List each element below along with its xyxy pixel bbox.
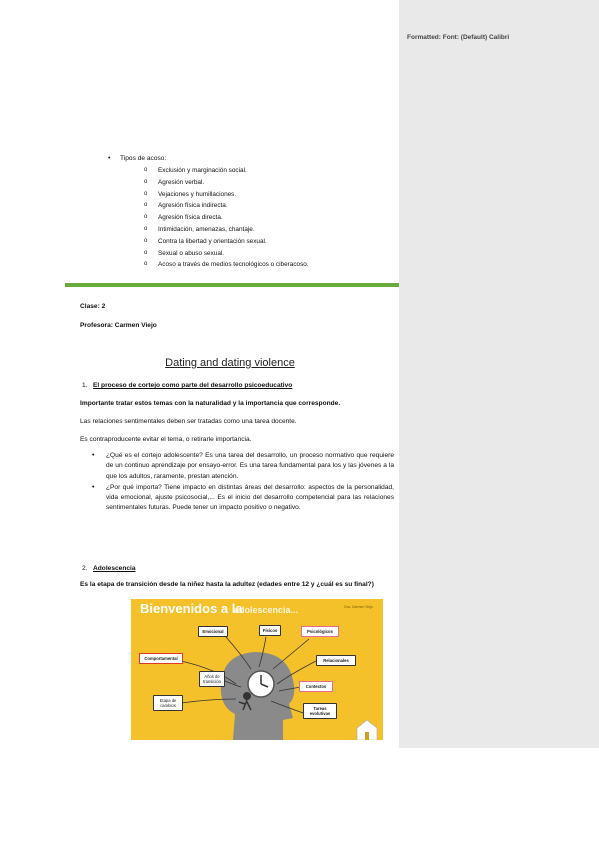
- building-icon: [353, 716, 381, 740]
- section-2-title: Adolescencia: [93, 565, 136, 572]
- tipos-acoso-list: [108, 155, 309, 271]
- infographic-subtitle: adolescencia...: [234, 605, 299, 615]
- list-item: • ¿Qué es el cortejo adolescente? Es una tarea del desarrollo, un proceso normativo que requiere de un continuo aprendizaje por ensayo-error. Es una tarea fundamental para los y las jóvenes a la que los adultos, raramente, prestan atención.: [92, 451, 394, 482]
- list-item: o Contra la libertad y orientación sexual.: [144, 236, 309, 248]
- tipos-acoso-sublist: [120, 165, 309, 271]
- section-1-number: 1.: [82, 382, 88, 389]
- list-item: o Agresión verbal.: [144, 177, 309, 189]
- list-item: • ¿Por qué importa? Tiene impacto en distintas áreas del desarrollo: aspectos de la personalidad, vida emocional, ajuste psicosocial,... Es el inicio del desarrollo competencial para las relaciones sentimentales futuras. Puede tener un impacto positivo o negativo.: [92, 483, 394, 514]
- tipos-acoso-label: Tipos de acoso:: [120, 155, 167, 162]
- comment-pane-title: Formatted: Font: (Default) Calibri: [407, 34, 510, 41]
- clase-label: Clase: 2: [80, 303, 106, 310]
- section-1-bullets: [92, 451, 394, 514]
- adolescencia-infographic: [131, 599, 383, 740]
- section-2-heading: [82, 565, 136, 573]
- list-item: o Agresión física directa.: [144, 212, 309, 224]
- list-item: o Acoso a través de medios tecnológicos o ciberacoso.: [144, 259, 309, 271]
- fisicos-box: Físicos: [259, 625, 281, 636]
- connector-lines: [131, 599, 383, 740]
- paragraph: Es la etapa de transición desde la niñez hasta la adultez (edades entre 12 y ¿cuál es su final?): [80, 581, 374, 588]
- profesora-label: Profesora: Carmen Viejo: [80, 322, 157, 329]
- section-1-title: El proceso de cortejo como parte del desarrollo psicoeducativo: [93, 382, 293, 389]
- tipos-acoso-item: [108, 155, 309, 271]
- page-title: Dating and dating violence: [165, 357, 295, 369]
- emocional-box: Emocional: [198, 626, 228, 637]
- paragraph: Las relaciones sentimentales deben ser tratadas como una tarea docente.: [80, 418, 297, 425]
- infographic-author: Dra. Carmen Viejo: [344, 605, 373, 609]
- paragraph: Importante tratar estos temas con la naturalidad y la importancia que corresponde.: [80, 400, 341, 407]
- list-item: o Agresión física indirecta.: [144, 200, 309, 212]
- list-item: o Intimidación, amenazas, chantaje.: [144, 224, 309, 236]
- psicologicos-box: Psicológicos: [301, 626, 339, 637]
- section-1-heading: [82, 382, 292, 390]
- comment-pane: [399, 0, 599, 748]
- paragraph: Es contraproducente evitar el tema, o retirarle importancia.: [80, 436, 252, 443]
- infographic-title: Bienvenidos a la: [140, 601, 243, 616]
- list-item: o Exclusión y marginación social.: [144, 165, 309, 177]
- list-item: o Vejaciones y humillaciones.: [144, 189, 309, 201]
- tareas-evolutivas-box: Tareas evolutivas: [303, 703, 337, 719]
- contextos-box: Contextos: [299, 681, 333, 692]
- bottom-area: [399, 748, 599, 848]
- section-2-number: 2.: [82, 565, 88, 572]
- list-item: o Sexual o abuso sexual.: [144, 248, 309, 260]
- comportamental-box: Comportamental: [139, 653, 183, 664]
- relacionales-box: Relacionales: [316, 655, 356, 666]
- anos-transicion-box: Años de transición: [199, 671, 225, 687]
- etapa-cambios-box: Etapa de cambios: [153, 695, 183, 711]
